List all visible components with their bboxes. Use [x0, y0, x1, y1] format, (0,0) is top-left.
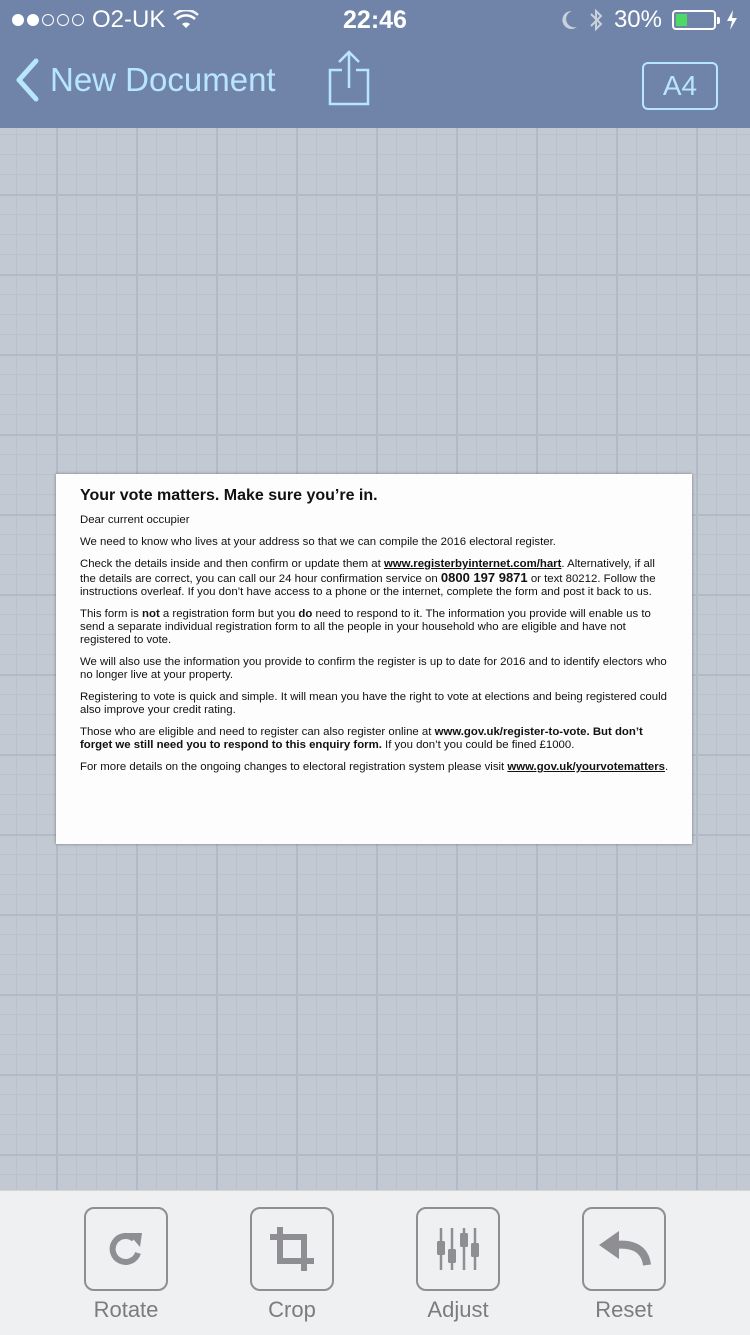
crop-icon [268, 1225, 316, 1273]
reset-button-frame [582, 1207, 666, 1291]
battery-icon [672, 10, 716, 30]
document-paragraph-2: Check the details inside and then confirm or update them at www.registerbyinternet.com/hart. Alternatively, if all the details are correct, you can call our 24 hour confirmation service on 0800 197 9871 or text 80212. Follow the instructions overleaf. If you don’t have access to a phone or the internet, complete the form and post it back to us. [80, 557, 656, 599]
rotate-label: Rotate [93, 1297, 159, 1322]
adjust-label: Adjust [427, 1297, 489, 1322]
yourvotematters-link: www.gov.uk/yourvotematters [507, 760, 665, 773]
phone-number: 0800 197 9871 [440, 570, 528, 586]
rotate-icon [104, 1227, 148, 1271]
document-greeting: Dear current occupier [80, 514, 190, 526]
register-link: www.registerbyinternet.com/hart [383, 557, 562, 570]
reset-button[interactable] [580, 1207, 668, 1323]
document-paragraph-1: We need to know who lives at your address so that we can compile the 2016 electoral register. [80, 536, 556, 549]
rotate-button-frame [84, 1207, 168, 1291]
crop-button[interactable] [248, 1207, 336, 1323]
charging-bolt-icon [726, 9, 738, 31]
rotate-button[interactable] [82, 1207, 170, 1323]
status-right-group [560, 0, 738, 40]
battery-percent: 30% [613, 6, 662, 33]
document-paragraph-7: For more details on the ongoing changes to electoral registration system please visit www.gov.uk/yourvotematters. [80, 760, 669, 773]
bluetooth-icon [588, 7, 604, 33]
status-bar [0, 0, 750, 40]
back-button-label: New Document [50, 61, 276, 98]
back-button[interactable] [14, 58, 276, 102]
paper-size-button[interactable]: A4 [642, 62, 718, 110]
navigation-bar [0, 0, 750, 128]
adjust-button[interactable] [414, 1207, 502, 1323]
sliders-icon [434, 1225, 482, 1273]
crop-label: Crop [268, 1297, 316, 1322]
document-heading: Your vote matters. Make sure you’re in. [80, 487, 378, 504]
share-icon [326, 50, 372, 108]
edit-toolbar [0, 1190, 750, 1335]
share-button[interactable] [326, 50, 372, 108]
crop-button-frame [250, 1207, 334, 1291]
clock: 22:46 [343, 6, 407, 34]
carrier-name: O2-UK [92, 6, 166, 33]
document-paragraph-6: Those who are eligible and need to register can also register online at www.gov.uk/register-to-vote. But don’t forget we still need you to respond to this enquiry form. If you don’t you could be fined £1000. [80, 725, 643, 752]
moon-icon [560, 9, 578, 31]
reset-label: Reset [595, 1297, 653, 1322]
document-paragraph-4: We will also use the information you provide to confirm the register is up to date for 2016 and to identify electors who no longer live at your property. [80, 656, 667, 682]
document-paragraph-5: Registering to vote is quick and simple. It will mean you have the right to vote at elections and being registered could also improve your credit rating. [80, 691, 667, 717]
adjust-button-frame [416, 1207, 500, 1291]
chevron-left-icon [14, 58, 40, 102]
document-paragraph-3: This form is not a registration form but you do need to respond to it. The information you provide will enable us to send a separate individual registration form to all the people in your household who are eligible and have not registered to vote. [80, 608, 651, 647]
scanned-document[interactable] [56, 474, 692, 844]
undo-arrow-icon [597, 1229, 651, 1269]
